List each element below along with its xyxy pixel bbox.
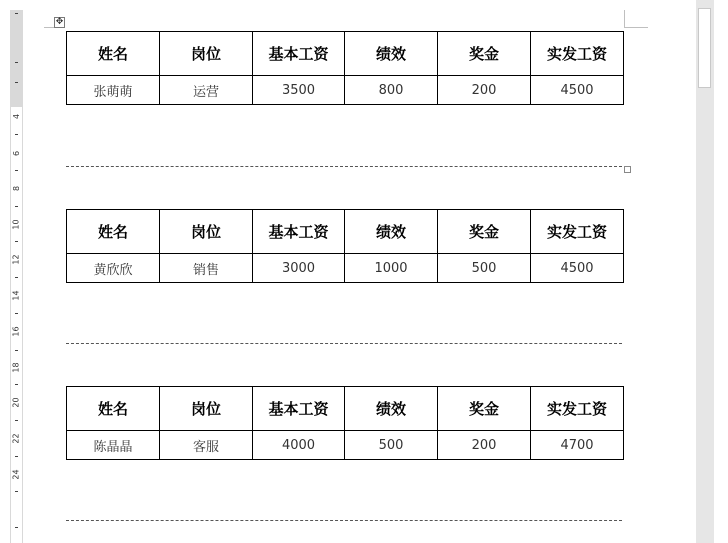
ruler-number: 16: [12, 325, 21, 337]
header-net-salary[interactable]: 实发工资: [531, 210, 624, 254]
table-header-row: [67, 387, 624, 431]
cell-name[interactable]: 张萌萌: [67, 76, 160, 105]
cell-performance[interactable]: 1000: [345, 254, 438, 283]
salary-table-3[interactable]: [66, 386, 624, 460]
margin-corner-marker: [624, 10, 625, 28]
ruler-number: 22: [12, 432, 21, 444]
resize-square-icon[interactable]: [624, 166, 631, 173]
ruler-tick: [15, 134, 18, 135]
ruler-number: 14: [12, 289, 21, 301]
ruler-tick: [15, 13, 18, 14]
table-row: [67, 431, 624, 460]
cell-base-salary[interactable]: 4000: [253, 431, 345, 460]
ruler-tick: [15, 456, 18, 457]
header-net-salary[interactable]: 实发工资: [531, 387, 624, 431]
header-performance[interactable]: 绩效: [345, 210, 438, 254]
cell-name[interactable]: 黄欣欣: [67, 254, 160, 283]
header-position[interactable]: 岗位: [160, 210, 253, 254]
ruler-tick: [15, 420, 18, 421]
header-name[interactable]: 姓名: [67, 387, 160, 431]
ruler-number: 12: [12, 253, 21, 265]
header-name[interactable]: 姓名: [67, 210, 160, 254]
cell-net-salary[interactable]: 4500: [531, 76, 624, 105]
cut-line: [66, 166, 622, 167]
cell-net-salary[interactable]: 4500: [531, 254, 624, 283]
table-header-row: [67, 32, 624, 76]
cell-net-salary[interactable]: 4700: [531, 431, 624, 460]
header-position[interactable]: 岗位: [160, 32, 253, 76]
table-header-row: [67, 210, 624, 254]
ruler-tick: [15, 491, 18, 492]
header-bonus[interactable]: 奖金: [438, 32, 531, 76]
cell-bonus[interactable]: 500: [438, 254, 531, 283]
header-base-salary[interactable]: 基本工资: [253, 210, 345, 254]
header-position[interactable]: 岗位: [160, 387, 253, 431]
ruler-number: 4: [12, 113, 21, 119]
cut-line: [66, 343, 622, 344]
header-performance[interactable]: 绩效: [345, 387, 438, 431]
ruler-tick: [15, 206, 18, 207]
move-arrows-icon[interactable]: ✥: [55, 17, 64, 27]
header-performance[interactable]: 绩效: [345, 32, 438, 76]
cell-base-salary[interactable]: 3500: [253, 76, 345, 105]
table-row: [67, 254, 624, 283]
ruler-number: 8: [12, 185, 21, 191]
ruler-tick: [15, 170, 18, 171]
salary-table-1[interactable]: [66, 31, 624, 105]
ruler-tick: [15, 313, 18, 314]
cell-base-salary[interactable]: 3000: [253, 254, 345, 283]
ruler-tick: [15, 384, 18, 385]
header-name[interactable]: 姓名: [67, 32, 160, 76]
header-bonus[interactable]: 奖金: [438, 387, 531, 431]
ruler-tick: [15, 350, 18, 351]
cell-name[interactable]: 陈晶晶: [67, 431, 160, 460]
margin-corner-marker: [624, 27, 648, 28]
ruler-tick: [15, 82, 18, 83]
ruler-number: 10: [12, 218, 21, 230]
header-base-salary[interactable]: 基本工资: [253, 387, 345, 431]
table-row: [67, 76, 624, 105]
cut-line: [66, 520, 622, 521]
ruler-tick: [15, 241, 18, 242]
header-base-salary[interactable]: 基本工资: [253, 32, 345, 76]
ruler-tick: [15, 62, 18, 63]
vertical-scrollbar[interactable]: [696, 0, 714, 543]
header-bonus[interactable]: 奖金: [438, 210, 531, 254]
ruler-tick: [15, 527, 18, 528]
salary-table-2[interactable]: [66, 209, 624, 283]
cell-performance[interactable]: 500: [345, 431, 438, 460]
cell-bonus[interactable]: 200: [438, 431, 531, 460]
cell-bonus[interactable]: 200: [438, 76, 531, 105]
ruler-number: 24: [12, 468, 21, 480]
cell-performance[interactable]: 800: [345, 76, 438, 105]
cell-position[interactable]: 运营: [160, 76, 253, 105]
header-net-salary[interactable]: 实发工资: [531, 32, 624, 76]
ruler-number: 6: [12, 150, 21, 156]
scrollbar-thumb[interactable]: [698, 8, 711, 88]
ruler-number: 20: [12, 396, 21, 408]
vertical-ruler[interactable]: [10, 10, 23, 543]
ruler-tick: [15, 277, 18, 278]
ruler-number: 18: [12, 361, 21, 373]
cell-position[interactable]: 客服: [160, 431, 253, 460]
cell-position[interactable]: 销售: [160, 254, 253, 283]
